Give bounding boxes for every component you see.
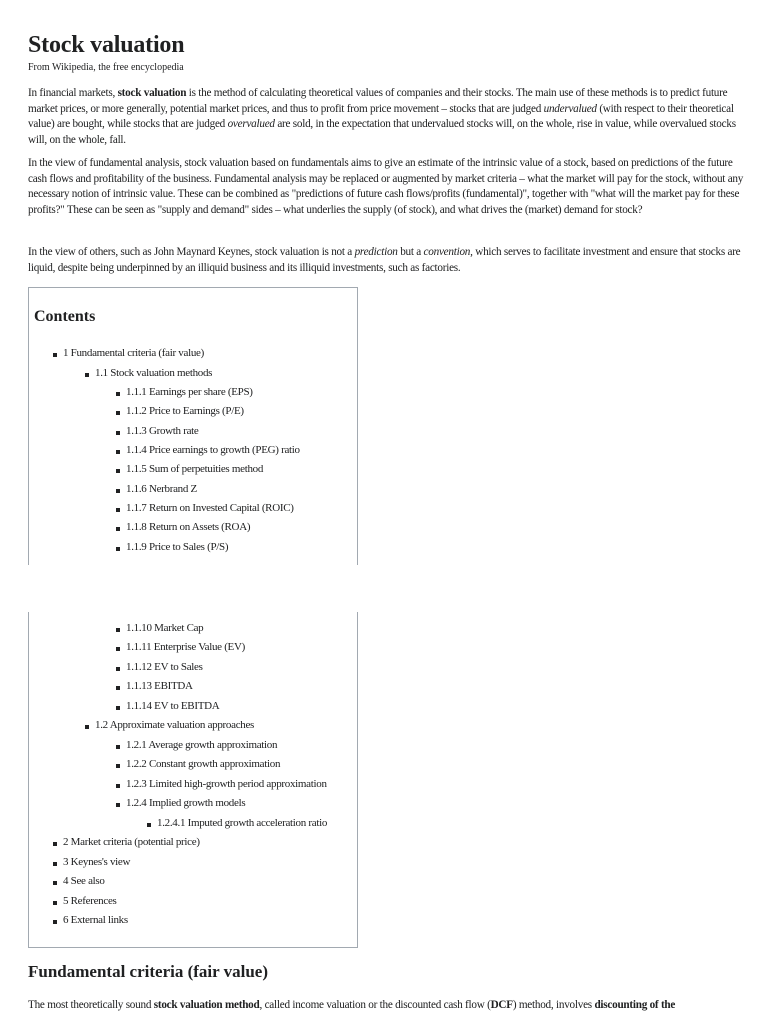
toc-item[interactable]: 1.2.1 Average growth approximation (126, 739, 278, 751)
toc-item[interactable]: 1.1.14 EV to EBITDA (126, 700, 220, 712)
toc-item[interactable]: 6 External links (63, 914, 128, 926)
toc-item[interactable]: 2 Market criteria (potential price) (63, 836, 200, 848)
toc-item[interactable]: 1.1.9 Price to Sales (P/S) (126, 541, 229, 553)
toc-item[interactable]: 5 References (63, 895, 117, 907)
tagline: From Wikipedia, the free encyclopedia (28, 62, 184, 73)
toc-item[interactable]: 1.1.6 Nerbrand Z (126, 483, 197, 495)
intro-paragraph-2: In the view of fundamental analysis, stock valuation based on fundamentals aims to give an estimate of the intrinsic value of a stock, based on predictions of the future cash flows and profitability of the business. Fundamental analysis may be replaced or augmented by market criteria – what the market will pay for the stock, without any necessary notion of intrinsic value. These can be combined as "predictions of future cash flows/profits (fundamental)", together with "what will the market pay for these profits?" These can be seen as "supply and demand" sides – what underlies the supply (of stock), and what drives the (market) demand for stock? (28, 157, 744, 216)
toc-item[interactable]: 1.1.8 Return on Assets (ROA) (126, 521, 251, 533)
toc-item[interactable]: 1.2.4.1 Imputed growth acceleration ratio (157, 817, 328, 829)
toc-item[interactable]: 1.1.2 Price to Earnings (P/E) (126, 405, 244, 417)
toc-item[interactable]: 1.1.1 Earnings per share (EPS) (126, 386, 253, 398)
intro-paragraph-3: In the view of others, such as John Maynard Keynes, stock valuation is not a prediction but a convention, which serves to facilitate investment and ensure that stocks are liquid, despite being underpinned by an illiquid business and its illiquid investments, such as factories. (28, 246, 741, 274)
toc-item[interactable]: 1.2 Approximate valuation approaches (95, 719, 255, 731)
toc-item[interactable]: 1.1.4 Price earnings to growth (PEG) ratio (126, 444, 300, 456)
toc-title: Contents (34, 308, 96, 325)
toc-item[interactable]: 1.1.11 Enterprise Value (EV) (126, 641, 245, 653)
italic-term-prediction: prediction (354, 246, 398, 258)
italic-term-undervalued: undervalued (543, 102, 597, 115)
toc-box-continued (28, 612, 358, 948)
toc-item[interactable]: 1.1.13 EBITDA (126, 680, 193, 692)
section-heading: Fundamental criteria (fair value) (28, 962, 269, 981)
italic-term-overvalued: overvalued (227, 118, 275, 130)
toc-item[interactable]: 1.1.10 Market Cap (126, 622, 204, 634)
toc-item[interactable]: 1.1.7 Return on Invested Capital (ROIC) (126, 502, 294, 514)
toc-item[interactable]: 1.1.3 Growth rate (126, 425, 199, 437)
toc-item[interactable]: 1.1.12 EV to Sales (126, 661, 203, 673)
toc-item[interactable]: 4 See also (63, 875, 105, 887)
toc-item[interactable]: 1.1 Stock valuation methods (95, 367, 213, 379)
toc-box (28, 287, 358, 565)
toc-item[interactable]: 1 Fundamental criteria (fair value) (63, 347, 204, 359)
intro-paragraph-1: In financial markets, stock valuation is the method of calculating theoretical values of companies and their stocks. The main use of these methods is to predict future market prices, or more generally, potential market prices, and thus to profit from price movement – stocks that are judged undervalued (with respect to their theoretical value) are bought, while stocks that are judged overvalued are sold, in the expectation that undervalued stocks will, on the whole, rise in value, while overvalued stocks will, on the whole, fall. (28, 87, 736, 146)
page-title: Stock valuation (28, 32, 185, 58)
toc-item[interactable]: 1.2.3 Limited high-growth period approximation (126, 778, 327, 790)
toc-item[interactable]: 1.2.2 Constant growth approximation (126, 758, 281, 770)
toc-item[interactable]: 1.1.5 Sum of perpetuities method (126, 463, 264, 475)
italic-term-convention: convention, (423, 246, 473, 258)
toc-item[interactable]: 1.2.4 Implied growth models (126, 797, 246, 809)
section-paragraph: The most theoretically sound stock valuation method, called income valuation or the discounted cash flow (DCF) method, involves discounting of the (28, 999, 676, 1011)
toc-item[interactable]: 3 Keynes's view (63, 856, 131, 868)
bold-term-stock-valuation: stock valuation (117, 87, 187, 99)
